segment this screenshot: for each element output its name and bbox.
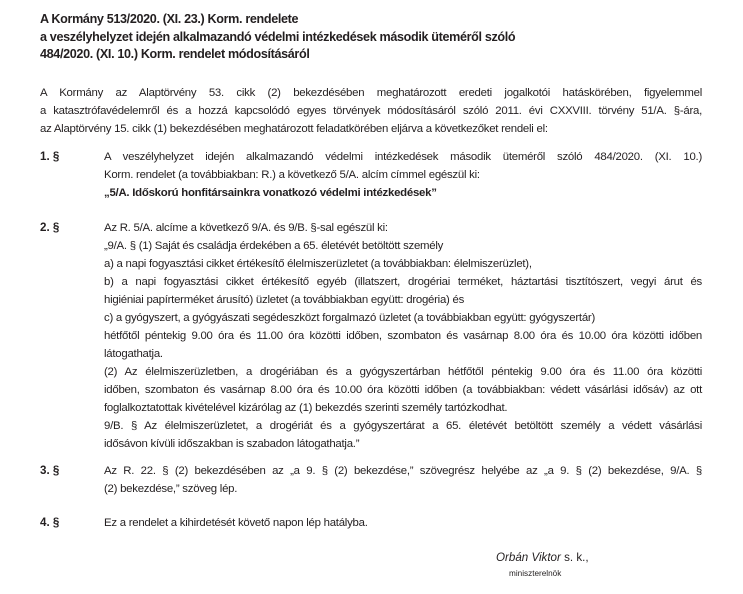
section-line: időben, szombaton és vasárnap 8.00 óra és 10.00 óra közötti időben (a továbbiakban: védett vásárlási idősáv) az ott xyxy=(104,384,702,396)
section-line: a) a napi fogyasztási cikket értékesítő élelmiszerüzletet (a továbbiakban: élelmiszerüzlet), xyxy=(104,258,532,270)
section-number: 2. § xyxy=(40,221,60,234)
section-line: „9/A. § (1) Saját és családja érdekében a 65. életévét betöltött személy xyxy=(104,240,444,252)
section-line: b) a napi fogyasztási cikket értékesítő egyéb (illatszert, drogériai terméket, háztartási tisztítószert, vegyi árut és xyxy=(104,276,702,288)
preamble-line: a katasztrófavédelemről és a hozzá kapcsolódó egyes törvények módosításáról szóló 2011. évi CXXVIII. törvény 51/A. §-ára, xyxy=(40,105,702,117)
section-line: Ez a rendelet a kihirdetését követő napon lép hatályba. xyxy=(104,517,368,529)
section-line: látogathatja. xyxy=(104,348,163,360)
section-line: 9/B. § Az élelmiszerüzletet, a drogériát és a gyógyszertárat a 65. életévét betöltött személy a védett vásárlási xyxy=(104,420,702,432)
section-number: 1. § xyxy=(40,150,60,163)
subtitle-quote: „5/A. Időskorú honfitársainkra vonatkozó védelmi intézkedések” xyxy=(104,187,437,199)
section-line: A veszélyhelyzet idején alkalmazandó védelmi intézkedések második üteméről szóló 484/2020. (XI. 10.) xyxy=(104,151,702,163)
section-line: Az R. 5/A. alcíme a következő 9/A. és 9/B. §-sal egészül ki: xyxy=(104,222,388,234)
signature xyxy=(496,550,589,565)
section-line: Az R. 22. § (2) bekezdésében az „a 9. § (2) bekezdése,” szövegrész helyébe az „a 9. § (2) bekezdése, 9/A. § xyxy=(104,465,702,477)
signatory-name: Orbán Viktor xyxy=(496,551,561,564)
section-line: hétfőtől péntekig 9.00 óra és 11.00 óra közötti időben, szombaton és vasárnap 8.00 óra és 10.00 óra közötti időben xyxy=(104,330,702,342)
section-number: 4. § xyxy=(40,516,60,529)
signatory-role: miniszterelnök xyxy=(509,569,562,578)
document-title xyxy=(40,11,700,64)
section-line: c) a gyógyszert, a gyógyászati segédeszközt forgalmazó üzletet (a továbbiakban együtt: gyógyszertár) xyxy=(104,312,596,324)
title-line: A Kormány 513/2020. (XI. 23.) Korm. rendelete xyxy=(40,12,299,26)
section-line: Korm. rendelet (a továbbiakban: R.) a következő 5/A. alcím címmel egészül ki: xyxy=(104,169,480,181)
title-line: a veszélyhelyzet idején alkalmazandó védelmi intézkedések második üteméről szóló xyxy=(40,29,516,44)
section-number: 3. § xyxy=(40,464,60,477)
preamble-line: az Alaptörvény 15. cikk (1) bekezdésében meghatározott feladatkörében eljárva a következőket rendeli el: xyxy=(40,123,548,135)
section-line: (2) bekezdése,” szöveg lép. xyxy=(104,483,238,495)
section-line: foglalkoztatottak kivételével kizárólag az (1) bekezdés szerinti személy tartózkodhat. xyxy=(104,402,508,414)
signature-suffix: s. k., xyxy=(560,551,589,564)
section-line: (2) Az élelmiszerüzletben, a drogériában és a gyógyszertárban hétfőtől péntekig 9.00 óra és 11.00 óra közötti xyxy=(104,366,702,378)
section-body xyxy=(104,219,702,453)
section-line: idősávon kívüli időszakban is szabadon látogathatja.” xyxy=(104,438,360,450)
section-body xyxy=(104,148,702,202)
section-body xyxy=(104,514,702,532)
section-body xyxy=(104,462,702,498)
preamble-line: A Kormány az Alaptörvény 53. cikk (2) bekezdésében meghatározott eredeti jogalkotói hatáskörében, figyelemmel xyxy=(40,87,702,99)
preamble xyxy=(40,84,702,138)
section-line: higiéniai papírterméket árusító) üzletet (a továbbiakban együtt: drogéria) és xyxy=(104,294,465,306)
title-line: 484/2020. (XI. 10.) Korm. rendelet módosításáról xyxy=(40,47,310,61)
